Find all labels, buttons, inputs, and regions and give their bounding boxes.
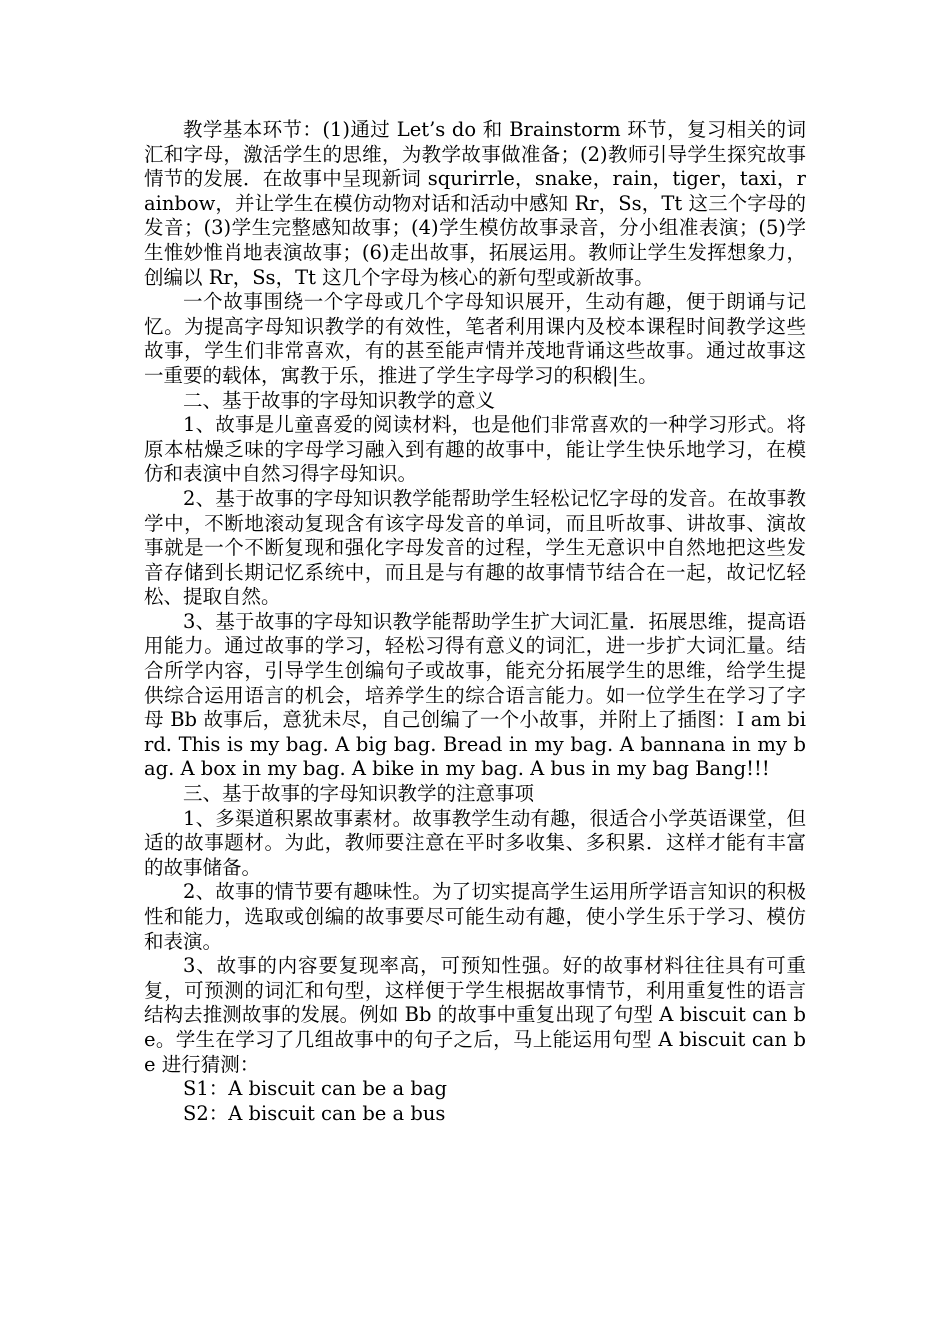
document-body xyxy=(144,118,806,1126)
paragraph-note-1: 1、多渠道积累故事素材。故事教学生动有趣，很适合小学英语课堂，但适的故事题材。为此，教师要注意在平时多收集、多积累．这样才能有丰富的故事储备。 xyxy=(144,806,806,879)
paragraph-teaching-steps: 教学基本环节：(1)通过 Let’s do 和 Brainstorm 环节，复习相关的词汇和字母，激活学生的思维，为教学故事做准备；(2)教师引导学生探究故事情节的发展．在故事中呈现新词 squrirrle，snake，rain，tiger，taxi，rainbow，并让学生在模仿动物对话和活动中感知 Rr，Ss，Tt 这三个字母的发音；(3)学生完整感知故事；(4)学生模仿故事录音，分小组准表演；(5)学生惟妙惟肖地表演故事；(6)走出故事，拓展运用。教师让学生发挥想象力，创编以 Rr，Ss，Tt 这几个字母为核心的新句型或新故事。 xyxy=(144,118,806,289)
paragraph-note-2: 2、故事的情节要有趣味性。为了切实提高学生运用所学语言知识的积极性和能力，选取或创编的故事要尽可能生动有趣，使小学生乐于学习、模仿和表演。 xyxy=(144,880,806,953)
example-line-s1: S1：A biscuit can be a bag xyxy=(183,1077,447,1101)
paragraph-point-3: 3、基于故事的字母知识教学能帮助学生扩大词汇量．拓展思维，提高语用能力。通过故事的学习，轻松习得有意义的词汇，进一步扩大词汇量。结合所学内容，引导学生创编句子或故事，能充分拓展学生的思维，给学生提供综合运用语言的机会，培养学生的综合语言能力。如一位学生在学习了字母 Bb 故事后，意犹未尽，自己创编了一个小故事，并附上了插图：I am bird. This is my bag. A big bag. Bread in my bag. A bannana in my bag. A box in my bag. A bike in my bag. A bus in my bag Bang!!! xyxy=(144,609,806,781)
paragraph-note-3: 3、故事的内容要复现率高，可预知性强。好的故事材料往往具有可重复，可预测的词汇和句型，这样便于学生根据故事情节，利用重复性的语言结构去推测故事的发展。例如 Bb 的故事中重复出现了句型 A biscuit can be。学生在学习了几组故事中的句子之后，马上能运用句型 A biscuit can be 进行猜测： xyxy=(144,954,806,1076)
paragraph-story-intro: 一个故事围绕一个字母或几个字母知识展开，生动有趣，便于朗诵与记忆。为提高字母知识教学的有效性，笔者利用课内及校本课程时间教学这些故事，学生们非常喜欢，有的甚至能声情并茂地背诵这些故事。通过故事这一重要的载体，寓教于乐，推进了学生字母学习的积椴|生。 xyxy=(144,290,806,387)
section-heading-significance: 二、基于故事的字母知识教学的意义 xyxy=(183,388,496,412)
paragraph-point-2: 2、基于故事的字母知识教学能帮助学生轻松记忆字母的发音。在故事教学中，不断地滚动复现含有该字母发音的单词，而且听故事、讲故事、演故事就是一个不断复现和强化字母发音的过程，学生无意识中自然地把这些发音存储到长期记忆系统中，而且是与有趣的故事情节结合在一起，故记忆轻松、提取自然。 xyxy=(144,486,806,609)
section-heading-notes: 三、基于故事的字母知识教学的注意事项 xyxy=(183,782,535,806)
paragraph-point-1: 1、故事是儿童喜爱的阅读材料，也是他们非常喜欢的一种学习形式。将原本枯燥乏味的字母学习融入到有趣的故事中，能让学生快乐地学习，在模仿和表演中自然习得字母知识。 xyxy=(144,413,806,486)
example-line-s2: S2：A biscuit can be a bus xyxy=(183,1101,446,1125)
